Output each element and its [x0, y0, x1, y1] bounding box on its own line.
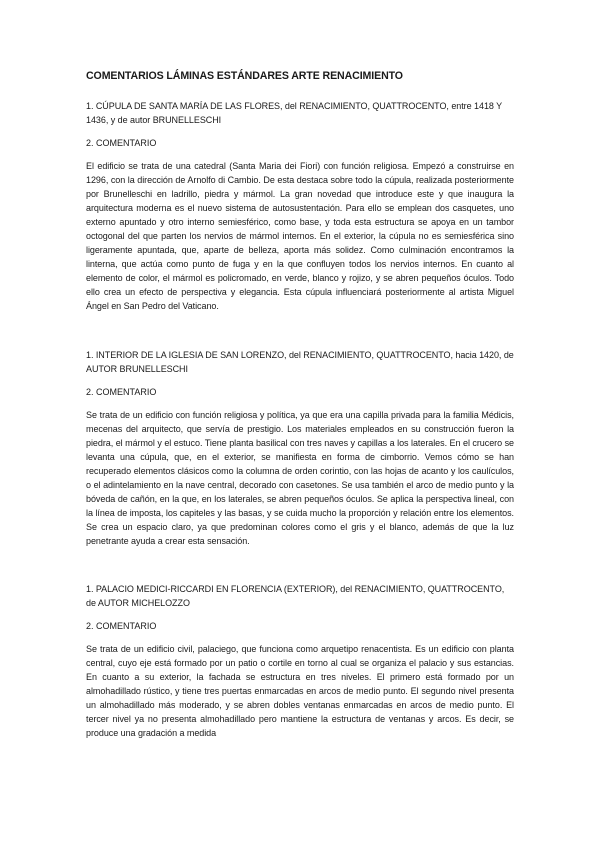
- section-san-lorenzo: [86, 348, 514, 548]
- section-cupula: [86, 99, 514, 313]
- comment-paragraph: El edificio se trata de una catedral (Santa Maria dei Fiori) con función religiosa. Empezó a construirse en 1296, con la dirección de Arnolfo di Cambio. De esta destaca sobre todo la cúpula, realizada posteriormente por Brunelleschi en ladrillo, piedra y mármol. La gran novedad que introduce este y que inaugura la arquitectura moderna es el nuevo sistema de autosustentación. Para ello se emplean dos casquetes, uno externo apuntado y otro interno semiesférico, como base, y toda esta estructura se apoya en un tambor octogonal del que parten los nervios de mármol internos. En el exterior, la cúpula no es semiesférica sino ligeramente apuntada, que, aparte de belleza, aporta más solidez. Como culminación encontramos la linterna, que actúa como punto de fuga y en la que confluyen todos los nervios internos. En cuanto al elemento de color, el mármol es policromado, en verde, blanco y rojizo, y se abren pequeños óculos. Todo ello crea un efecto de perspectiva y elegancia. Esta cúpula influenciará posteriormente al artista Miguel Ángel en San Pedro del Vaticano.: [86, 161, 514, 311]
- document-body: [86, 70, 514, 740]
- section-palacio-medici: [86, 582, 514, 740]
- comment-label: 2. COMENTARIO: [86, 387, 157, 397]
- section-heading: 1. INTERIOR DE LA IGLESIA DE SAN LORENZO, del RENACIMIENTO, QUATTROCENTO, hacia 1420, de AUTOR BRUNELLESCHI: [86, 350, 514, 374]
- section-heading: 1. CÚPULA DE SANTA MARÍA DE LAS FLORES, del RENACIMIENTO, QUATTROCENTO, entre 1418 Y 1436, y de autor BRUNELLESCHI: [86, 101, 502, 125]
- document-title: COMENTARIOS LÁMINAS ESTÁNDARES ARTE RENACIMIENTO: [86, 70, 403, 82]
- comment-paragraph: Se trata de un edificio civil, palaciego, que funciona como arquetipo renacentista. Es un edificio con planta central, cuyo eje está formado por un patio o cortile en torno al cual se organiza el palacio y sus estancias. En cuanto a su exterior, la fachada se estructura en tres niveles. El primero está formado por un almohadillado rústico, y tiene tres puertas enmarcadas en arcos de medio punto. El segundo nivel presenta un almohadillado más moderado, y se abren dobles ventanas enmarcadas en arcos de medio punto. El tercer nivel ya no presenta almohadillado pero mantiene la estructura de ventanas y arcos. Es decir, se produce una gradación a medida: [86, 644, 514, 738]
- section-heading: 1. PALACIO MEDICI-RICCARDI EN FLORENCIA (EXTERIOR), del RENACIMIENTO, QUATTROCENTO, de AUTOR MICHELOZZO: [86, 584, 505, 608]
- comment-paragraph: Se trata de un edificio con función religiosa y política, ya que era una capilla privada para la familia Médicis, mecenas del arquitecto, que servía de prestigio. Los materiales empleados en su construcción fueron la piedra, el mármol y el estuco. Tiene planta basilical con tres naves y capillas a los laterales. En el crucero se levanta una cúpula, que, en el exterior, se manifiesta en forma de cimborrio. Vemos cómo se han recuperado elementos clásicos como la columna de orden corintio, con las hojas de acanto y los caulículos, o el adintelamiento en la nave central, decorado con casetones. Se usa también el arco de medio punto y la bóveda de cañón, en la que, en los laterales, se abren pequeños óculos. Se aplica la perspectiva lineal, con la línea de imposta, los capiteles y las basas, y se cuida mucho la proporción y relación entre los elementos. Se crea un espacio claro, ya que predominan colores como el gris y el blanco, además de que la luz penetrante ayuda a crear esta sensación.: [86, 410, 514, 546]
- comment-label: 2. COMENTARIO: [86, 138, 157, 148]
- comment-label: 2. COMENTARIO: [86, 621, 157, 631]
